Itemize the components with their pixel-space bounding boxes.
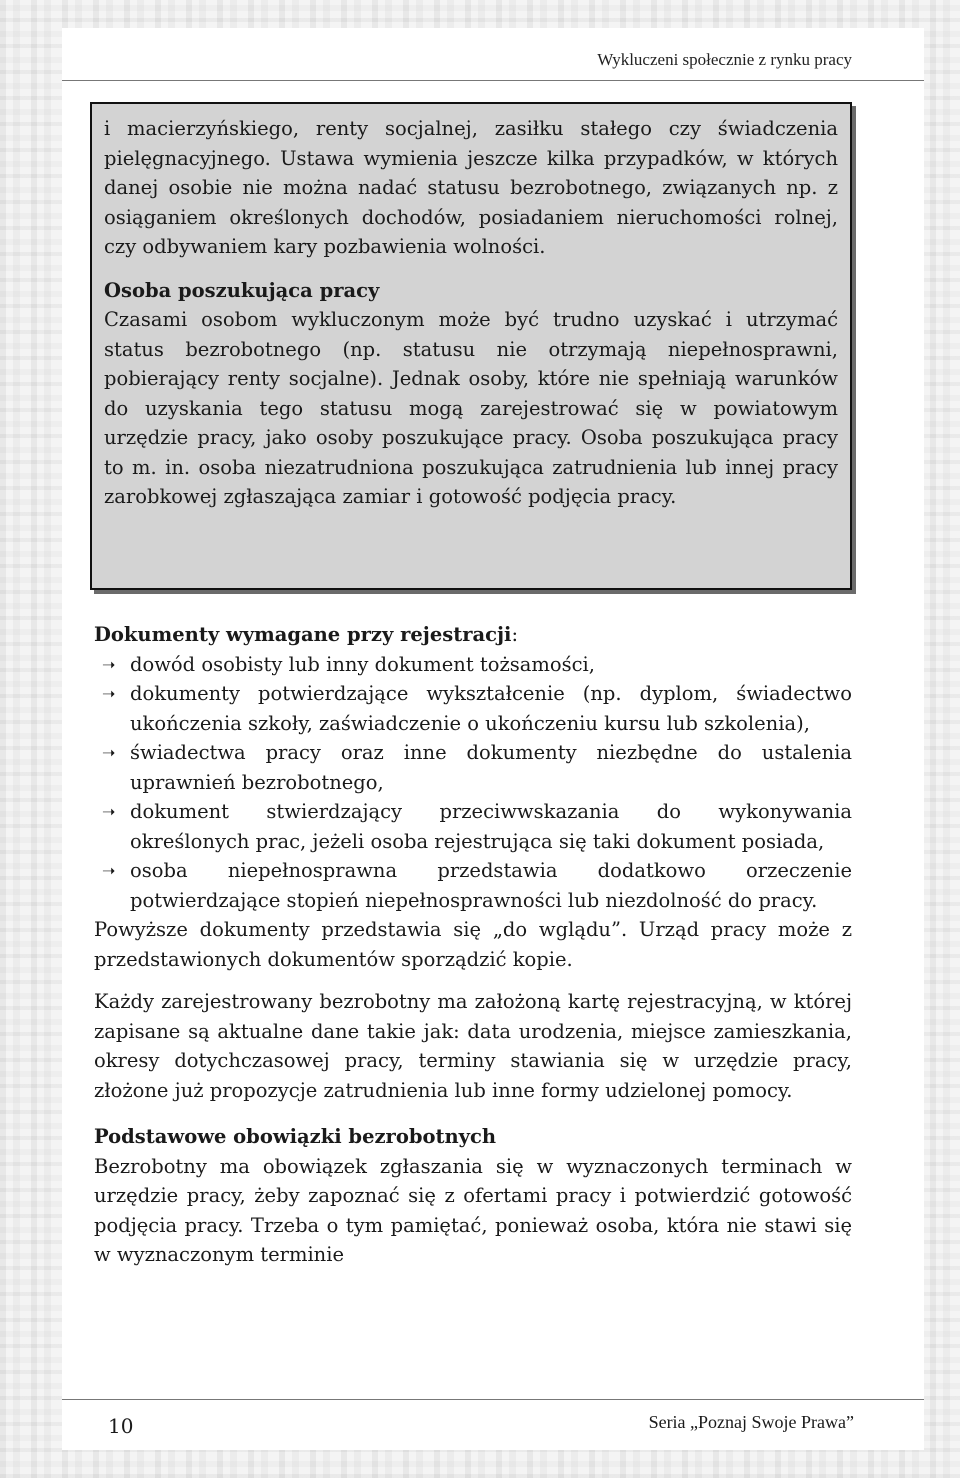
card-paragraph: Każdy zarejestrowany bezrobotny ma założoną kartę rejestracyjną, w której zapisane są aktualne dane takie jak: data urodzenia, miejsce zamieszkania, okresy dotychczasowej pracy, terminy stawiania się w urzędzie pracy, złożone już propozycje zatrudnienia lub inne formy udzielonej pomocy. — [94, 990, 852, 1102]
obligations-heading: Podstawowe obowiązki bezrobotnych — [94, 1125, 497, 1148]
main-content — [94, 620, 852, 1270]
header-rule — [62, 80, 924, 81]
documents-closing: Powyższe dokumenty przedstawia się „do wglądu”. Urząd pracy może z przedstawionych dokumentów sporządzić kopie. — [94, 918, 852, 971]
arrow-right-icon: ➝ — [102, 802, 116, 821]
documents-heading-text: Dokumenty wymagane przy rejestracji — [94, 623, 512, 646]
page-number: 10 — [108, 1414, 134, 1438]
arrow-right-icon: ➝ — [102, 743, 116, 762]
list-item: ➝ dowód osobisty lub inny dokument tożsamości, — [94, 650, 852, 680]
series-title: Seria „Poznaj Swoje Prawa” — [648, 1412, 854, 1432]
footer-rule — [62, 1399, 924, 1400]
documents-heading — [94, 620, 852, 650]
running-header: Wykluczeni społecznie z rynku pracy — [597, 50, 852, 69]
list-item: ➝ osoba niepełnosprawna przedstawia dodatkowo orzeczenie potwierdzające stopień niepełnosprawności lub niezdolność do pracy. — [94, 856, 852, 915]
obligations-text: Bezrobotny ma obowiązek zgłaszania się w wyznaczonych terminach w urzędzie pracy, żeby zapoznać się z ofertami pracy i potwierdzić gotowość podjęcia pracy. Trzeba o tym pamiętać, ponieważ osoba, która nie stawi się w wyznaczonym terminie — [94, 1154, 852, 1266]
documents-list — [94, 650, 852, 916]
arrow-right-icon: ➝ — [102, 654, 116, 674]
box-section-title: Osoba poszukująca pracy — [104, 278, 380, 302]
arrow-right-icon: ➝ — [102, 684, 116, 703]
box-paragraph-2: Czasami osobom wykluczonym może być trudno uzyskać i utrzymać status bezrobotnego (np. statusu nie otrzymają niepełnosprawni, pobierający renty socjalne). Jednak osoby, które nie spełniają warunków do uzyskania tego statusu mogą zarejestrować się w powiatowym urzędzie pracy, jako osoby poszukujące pracy. Osoba poszukująca pracy to m. in. osoba niezatrudniona poszukująca zatrudnienia lub innej pracy zarobkowej zgłaszająca zamiar i gotowość podjęcia pracy. — [104, 308, 838, 508]
info-box — [90, 102, 852, 590]
arrow-right-icon: ➝ — [102, 861, 116, 880]
documents-heading-colon: : — [511, 623, 519, 646]
list-item: ➝ dokumenty potwierdzające wykształcenie (np. dyplom, świadectwo ukończenia szkoły, zaświadczenie o ukończeniu kursu lub szkolenia), — [94, 679, 852, 738]
list-item: ➝ dokument stwierdzający przeciwwskazania do wykonywania określonych prac, jeżeli osoba rejestrująca się taki dokument posiada, — [94, 797, 852, 856]
list-item: ➝ świadectwa pracy oraz inne dokumenty niezbędne do ustalenia uprawnień bezrobotnego, — [94, 738, 852, 797]
box-paragraph-1: i macierzyńskiego, renty socjalnej, zasiłku stałego czy świadczenia pielęgnacyjnego. Ustawa wymienia jeszcze kilka przypadków, w których danej osobie nie można nadać statusu bezrobotnego, związanych np. z osiąganiem określonych dochodów, posiadaniem nieruchomości rolnej, czy odbywaniem kary pozbawienia wolności. — [104, 117, 838, 258]
